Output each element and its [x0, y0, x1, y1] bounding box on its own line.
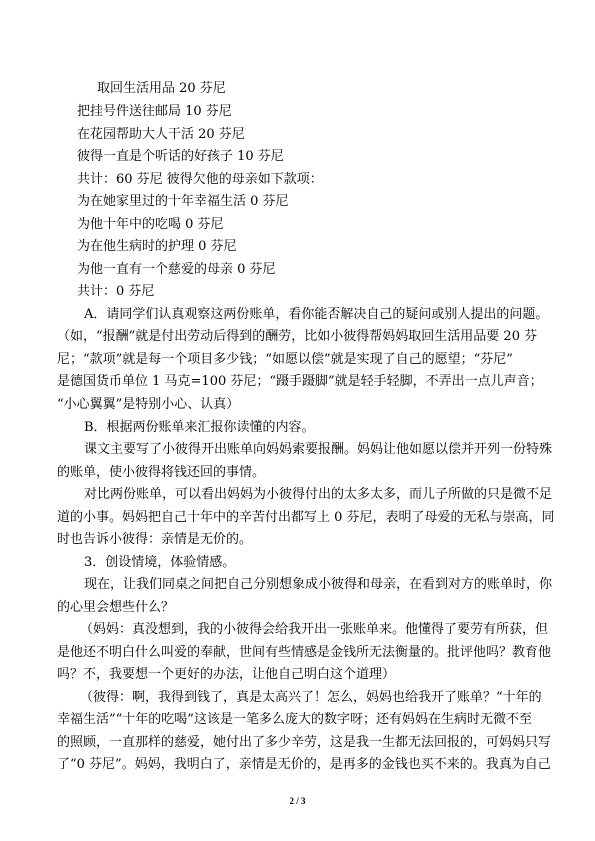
text-line: 是他还不明白什么叫爱的奉献，世间有些情感是金钱所无法衡量的。批评他吗？教育他 [57, 645, 552, 660]
text-line: 的照顾，一直那样的慈爱，她付出了多少辛劳，这是我一生都无法回报的，可妈妈只写 [57, 735, 552, 750]
text-line: （如，“报酬”就是付出劳动后得到的酬劳，比如小彼得帮妈妈取回生活用品要 20 芬 [57, 329, 538, 344]
text-line: 幸福生活”“十年的吃喝”这该是一笔多么庞大的数字呀；还有妈妈在生病时无微不至 [57, 712, 532, 727]
text-line: 为他一直有一个慈爱的母亲 0 芬尼 [77, 262, 276, 277]
text-line: 是德国货币单位 1 马克=100 芬尼；“蹑手蹑脚”就是轻手轻脚，不弄出一点儿声音； [57, 374, 543, 389]
page-number: 2 / 3 [289, 796, 306, 806]
text-line: 为在他生病时的护理 0 芬尼 [77, 239, 237, 254]
text-line: 为在她家里过的十年幸福生活 0 芬尼 [77, 194, 289, 209]
text-line: 共计：0 芬尼 [77, 284, 155, 299]
text-line: “小心翼翼”是特别小心、认真） [57, 397, 240, 412]
text-line: （彼得：啊，我得到钱了，真是太高兴了！怎么，妈妈也给我开了账单？“十年的 [80, 690, 542, 705]
text-line: 尼；“款项”就是每一个项目多少钱；“如愿以偿”就是实现了自己的愿望；“芬尼” [57, 352, 513, 367]
text-line: 对比两份账单，可以看出妈妈为小彼得付出的太多太多，而儿子所做的只是微不足 [84, 487, 553, 502]
text-line: A．请同学们认真观察这两份账单，看你能否解决自己的疑问或别人提出的问题。 [84, 307, 549, 322]
text-line: 彼得一直是个听话的好孩子 10 芬尼 [77, 149, 284, 164]
text-line: 的账单，使小彼得将钱还回的事情。 [57, 465, 266, 480]
text-line: 时也告诉小彼得：亲情是无价的。 [57, 532, 253, 547]
text-line: 现在，让我们同桌之间把自己分别想象成小彼得和母亲，在看到对方的账单时，你 [84, 577, 553, 592]
text-line: （妈妈：真没想到，我的小彼得会给我开出一张账单来。他懂得了要劳有所获，但 [80, 622, 549, 637]
text-line: B．根据两份账单来汇报你读懂的内容。 [84, 420, 315, 435]
text-line: 共计：60 芬尼 彼得欠他的母亲如下款项： [77, 172, 323, 187]
text-line: 的心里会想些什么？ [57, 600, 175, 615]
text-line: 道的小事。妈妈把自己十年中的辛苦付出都写上 0 芬尼，表明了母爱的无私与崇高，同 [57, 510, 555, 525]
text-line: 把挂号件送往邮局 10 芬尼 [77, 104, 232, 119]
text-line: 为他十年中的吃喝 0 芬尼 [77, 217, 224, 232]
text-line: 取回生活用品 20 芬尼 [97, 81, 226, 96]
text-line: 课文主要写了小彼得开出账单向妈妈索要报酬。妈妈让他如愿以偿并开列一份特殊 [84, 442, 553, 457]
text-line: 在花园帮助大人干活 20 芬尼 [77, 127, 245, 142]
text-line: 3．创设情境，体验情感。 [84, 555, 236, 570]
text-line: 吗？不，我要想一个更好的办法，让他自己明白这个道理） [57, 667, 396, 682]
text-line: 了“0 芬尼”。妈妈，我明白了，亲情是无价的，是再多的金钱也买不来的。我真为自己 [57, 757, 551, 772]
